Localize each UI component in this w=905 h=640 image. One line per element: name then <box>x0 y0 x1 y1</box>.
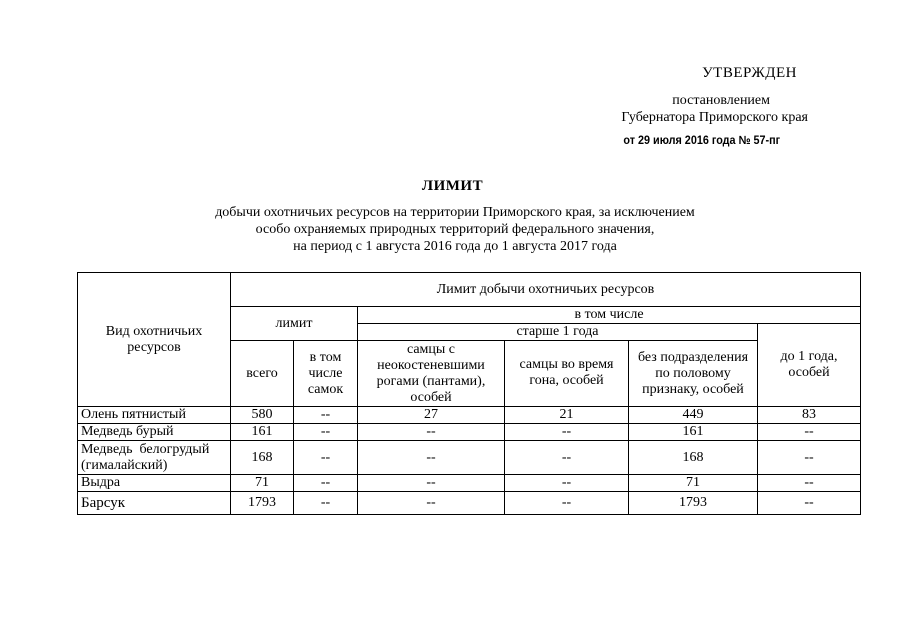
header-row <box>78 273 861 307</box>
cell-no-sex: 161 <box>629 424 758 441</box>
approval-line-2: Губернатора Приморского края <box>621 110 808 125</box>
approval-title: УТВЕРЖДЕН <box>702 65 797 81</box>
table-row <box>78 492 861 515</box>
table-row <box>78 475 861 492</box>
cell-rut: -- <box>505 475 629 492</box>
cell-under-1y: 83 <box>758 407 861 424</box>
cell-total: 1793 <box>231 492 294 515</box>
table-row <box>78 441 861 475</box>
table-row <box>78 424 861 441</box>
cell-total: 161 <box>231 424 294 441</box>
approval-line-1: постановлением <box>672 93 770 108</box>
cell-females: -- <box>294 407 358 424</box>
subtitle-line: на период с 1 августа 2016 года до 1 августа 2017 года <box>293 239 617 254</box>
header-total: всего <box>231 341 294 407</box>
cell-antlers: 27 <box>358 407 505 424</box>
header-males-rut: самцы во время гона, особей <box>505 341 629 407</box>
cell-antlers: -- <box>358 475 505 492</box>
cell-antlers: -- <box>358 424 505 441</box>
cell-no-sex: 71 <box>629 475 758 492</box>
species-name: Выдра <box>78 475 231 492</box>
cell-under-1y: -- <box>758 475 861 492</box>
cell-total: 580 <box>231 407 294 424</box>
limits-table <box>77 272 861 515</box>
header-limit: лимит <box>231 307 358 341</box>
cell-no-sex: 1793 <box>629 492 758 515</box>
cell-total: 168 <box>231 441 294 475</box>
header-including: в том числе <box>358 307 861 324</box>
cell-antlers: -- <box>358 441 505 475</box>
cell-rut: -- <box>505 492 629 515</box>
cell-under-1y: -- <box>758 492 861 515</box>
cell-females: -- <box>294 475 358 492</box>
species-name: Барсук <box>78 492 231 515</box>
document-subtitle <box>180 204 730 255</box>
header-older-1y: старше 1 года <box>358 324 758 341</box>
cell-females: -- <box>294 441 358 475</box>
approval-stamp-line: от 29 июля 2016 года № 57-пг <box>623 133 780 147</box>
header-no-sex: без подразделения по половому признаку, особей <box>629 341 758 407</box>
cell-no-sex: 168 <box>629 441 758 475</box>
document-title: ЛИМИТ <box>421 178 484 194</box>
header-males-antlers: самцы с неокостеневшими рогами (пантами), особей <box>358 341 505 407</box>
subtitle-line: особо охраняемых природных территорий федерального значения, <box>255 222 655 237</box>
cell-females: -- <box>294 424 358 441</box>
cell-no-sex: 449 <box>629 407 758 424</box>
species-name: Медведь белогрудый (гималайский) <box>78 441 231 475</box>
header-under-1y: до 1 года, особей <box>758 324 861 407</box>
species-name: Медведь бурый <box>78 424 231 441</box>
cell-rut: -- <box>505 424 629 441</box>
species-name: Олень пятнистый <box>78 407 231 424</box>
subtitle-line: добычи охотничьих ресурсов на территории Приморского края, за исключением <box>215 205 695 220</box>
cell-antlers: -- <box>358 492 505 515</box>
header-species: Вид охотничьих ресурсов <box>78 273 231 407</box>
header-females: в том числе самок <box>294 341 358 407</box>
cell-females: -- <box>294 492 358 515</box>
cell-total: 71 <box>231 475 294 492</box>
cell-rut: 21 <box>505 407 629 424</box>
header-limit-group: Лимит добычи охотничьих ресурсов <box>231 273 861 307</box>
cell-rut: -- <box>505 441 629 475</box>
cell-under-1y: -- <box>758 441 861 475</box>
table-row <box>78 407 861 424</box>
cell-under-1y: -- <box>758 424 861 441</box>
